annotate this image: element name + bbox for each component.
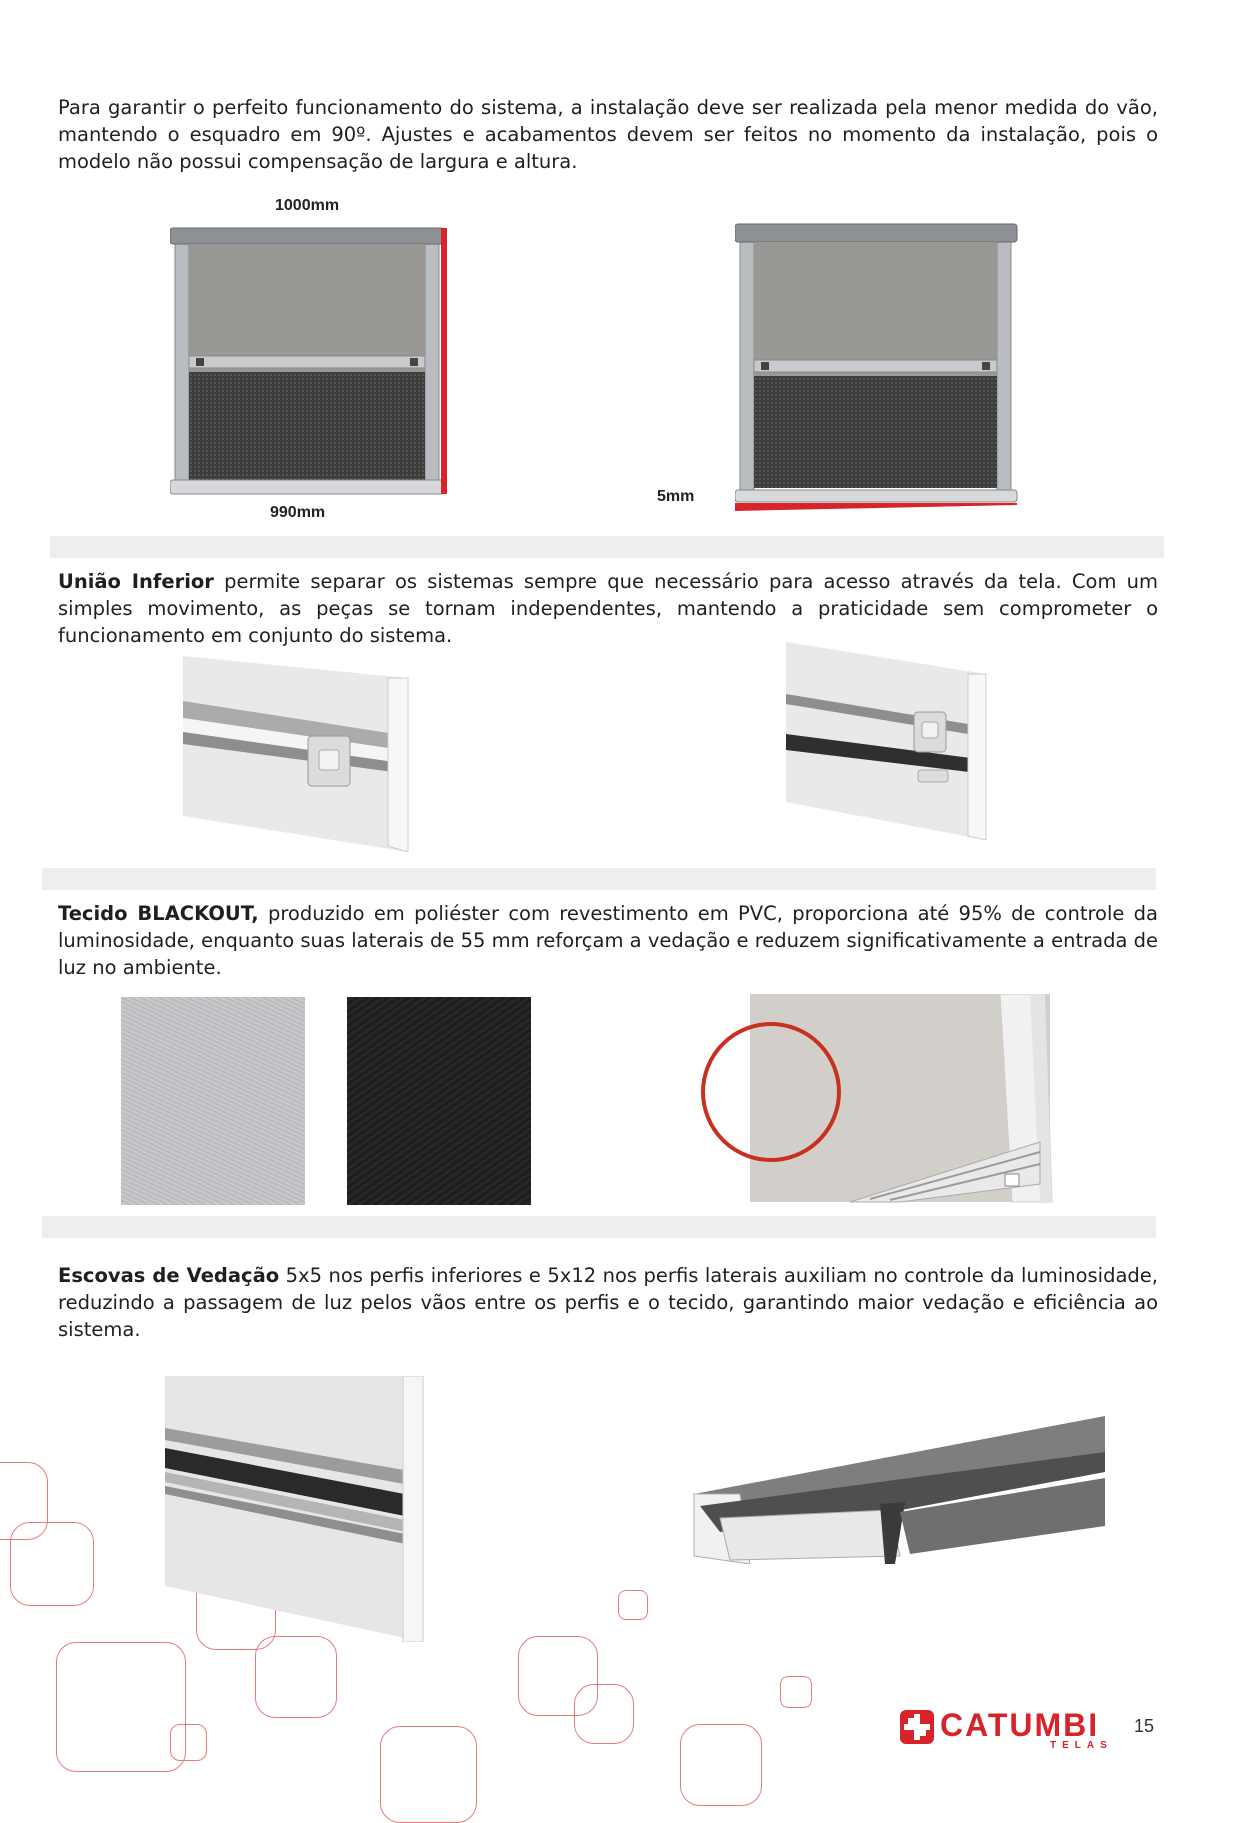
uniao-title: União Inferior	[58, 570, 214, 593]
escovas-text: 5x5 nos perfis inferiores e 5x12 nos perfis laterais auxiliam no controle da luminosidade, reduzindo a passagem de luz pelos vãos entre os perfis e o tecido, garantindo maior vedação e eficiência ao sistema.	[58, 1264, 1158, 1341]
brand-subtitle: TELAS	[1050, 1740, 1113, 1751]
uniao-text: permite separar os sistemas sempre que necessário para acesso através da tela. Com um simples movimento, as peças se tornam independentes, mantendo a praticidade sem comprometer o funcionamento em conjunto do sistema.	[58, 570, 1158, 647]
decorative-square	[380, 1726, 477, 1823]
decorative-square	[170, 1724, 207, 1761]
top-width-label: 1000mm	[275, 197, 340, 214]
fabric-white-sample	[121, 997, 305, 1205]
decorative-square	[56, 1642, 186, 1772]
bottom-width-label: 990mm	[270, 504, 326, 521]
decorative-square	[780, 1676, 812, 1708]
escovas-title: Escovas de Vedação	[58, 1264, 280, 1287]
page-number: 15	[1134, 1716, 1155, 1736]
decorative-square	[10, 1522, 94, 1606]
section-divider	[42, 1216, 1156, 1238]
decorative-square	[680, 1724, 762, 1806]
profile-joined-image	[183, 656, 413, 852]
catumbi-logo-icon	[900, 1710, 934, 1744]
fabric-black-sample	[347, 997, 531, 1205]
section-divider	[50, 536, 1164, 558]
brush-profile-lower-image	[165, 1376, 425, 1642]
blackout-detail-image	[700, 994, 1100, 1204]
brand-name: CATUMBI	[940, 1707, 1100, 1743]
tecido-title: Tecido BLACKOUT,	[58, 902, 259, 925]
window-diagram-right	[735, 222, 1025, 512]
profile-separated-image	[786, 642, 992, 840]
offset-label: 5mm	[657, 488, 695, 505]
intro-paragraph: Para garantir o perfeito funcionamento do sistema, a instalação deve ser realizada pela menor medida do vão, mantendo o esquadro em 90º. Ajustes e acabamentos devem ser feitos no momento da instalação, pois o modelo não possui compensação de largura e altura.	[58, 96, 1158, 173]
tecido-paragraph	[58, 900, 1158, 981]
tecido-text: produzido em poliéster com revestimento em PVC, proporciona até 95% de controle da luminosidade, enquanto suas laterais de 55 mm reforçam a vedação e reduzem significativamente a entrada de luz no ambiente.	[58, 902, 1158, 979]
section-divider	[42, 868, 1156, 890]
decorative-square	[618, 1590, 648, 1620]
escovas-paragraph	[58, 1262, 1158, 1343]
uniao-paragraph	[58, 568, 1158, 649]
decorative-square	[255, 1636, 337, 1718]
window-diagram-left	[170, 222, 460, 500]
decorative-square	[574, 1684, 634, 1744]
brush-profile-side-image	[690, 1414, 1110, 1564]
